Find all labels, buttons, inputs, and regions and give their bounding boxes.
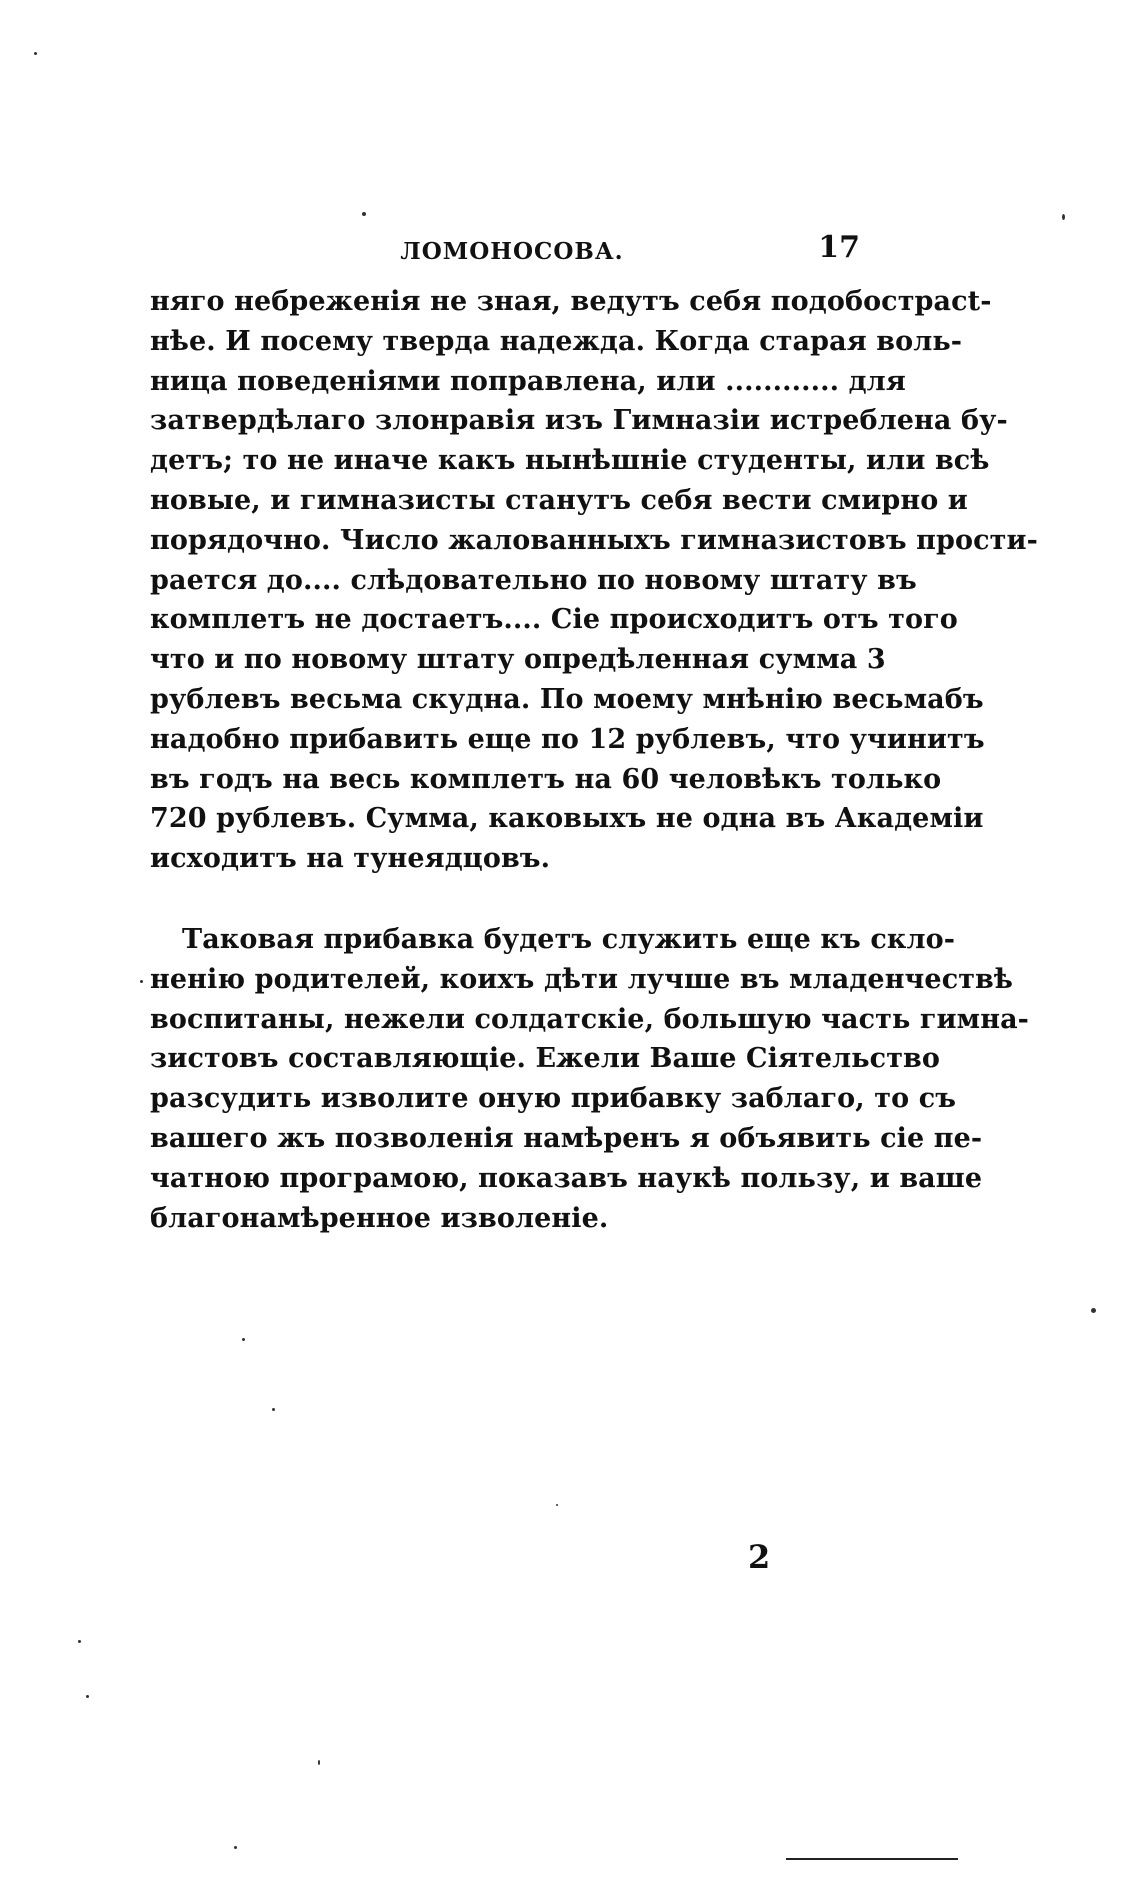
text-line: ненію родителей, коихъ дѣти лучше въ младенчествѣ xyxy=(150,963,1014,995)
text-line: надобно прибавить еще по 12 рублевъ, что учинитъ xyxy=(150,723,985,755)
scan-speck xyxy=(234,1846,237,1849)
text-line: няго небреженія не зная, ведутъ себя подобострасt- xyxy=(150,286,992,317)
scan-speck xyxy=(1091,1308,1096,1313)
scan-speck xyxy=(272,1408,275,1411)
scan-speck xyxy=(86,1695,89,1698)
scan-speck xyxy=(78,1640,81,1643)
text-line: что и по новому штату опредѣленная сумма 3 xyxy=(150,644,886,676)
text-line: ница поведеніями поправлена, или ............ для xyxy=(150,365,906,397)
text-line: нѣе. И посему тверда надежда. Когда старая воль- xyxy=(150,325,963,357)
text-line: рается до.... слѣдовательно по новому штату въ xyxy=(150,564,917,596)
paragraph-1 xyxy=(150,282,1038,879)
page-number: 17 xyxy=(818,230,860,265)
scan-speck xyxy=(318,1760,320,1765)
paragraph-2 xyxy=(150,920,1029,1238)
text-line: комплетъ не достаетъ.... Сіе происходитъ отъ того xyxy=(150,604,958,636)
scan-speck xyxy=(1062,214,1065,220)
text-line: рублевъ весьма скудна. По моему мнѣнію весьмабъ xyxy=(150,683,984,715)
scan-speck xyxy=(556,1504,558,1506)
scan-speck xyxy=(34,52,37,55)
text-line: чатною програмою, показавъ наукѣ пользу, и ваше xyxy=(150,1162,983,1194)
scan-speck xyxy=(362,212,366,216)
text-line: детъ; то не иначе какъ нынѣшніе студенты, или всѣ xyxy=(150,445,990,477)
text-line: затвердѣлаго злонравія изъ Гимназіи истреблена бу- xyxy=(150,405,1008,437)
text-line: вашего жъ позволенія намѣренъ я объявить сіе пе- xyxy=(150,1122,983,1154)
text-line: разсудить изволите оную прибавку заблаго, то съ xyxy=(150,1083,957,1115)
text-line: въ годъ на весь комплетъ на 60 человѣкъ только xyxy=(150,763,942,795)
text-line: Таковая прибавка будетъ служить еще къ скло- xyxy=(182,924,956,955)
text-line: исходитъ на тунеядцовъ. xyxy=(150,843,551,875)
text-line: благонамѣренное изволеніе. xyxy=(150,1202,609,1234)
text-line: порядочно. Число жалованныхъ гимназистовъ прости- xyxy=(150,524,1038,556)
text-line: 720 рублевъ. Сумма, каковыхъ не одна въ Академіи xyxy=(150,803,984,835)
text-line: воспитаны, нежели солдатскіе, большую часть гимна- xyxy=(150,1003,1029,1035)
scan-speck xyxy=(242,1338,245,1341)
scan-speck xyxy=(140,980,143,983)
text-line: новые, и гимназисты станутъ себя вести смирно и xyxy=(150,484,968,516)
text-line: зистовъ составляющіе. Ежели Ваше Сіятельство xyxy=(150,1043,940,1075)
running-head xyxy=(150,230,874,270)
signature-mark: 2 xyxy=(748,1538,771,1576)
running-title: ЛОМОНОСОВА. xyxy=(400,238,624,265)
bottom-rule xyxy=(786,1858,958,1860)
